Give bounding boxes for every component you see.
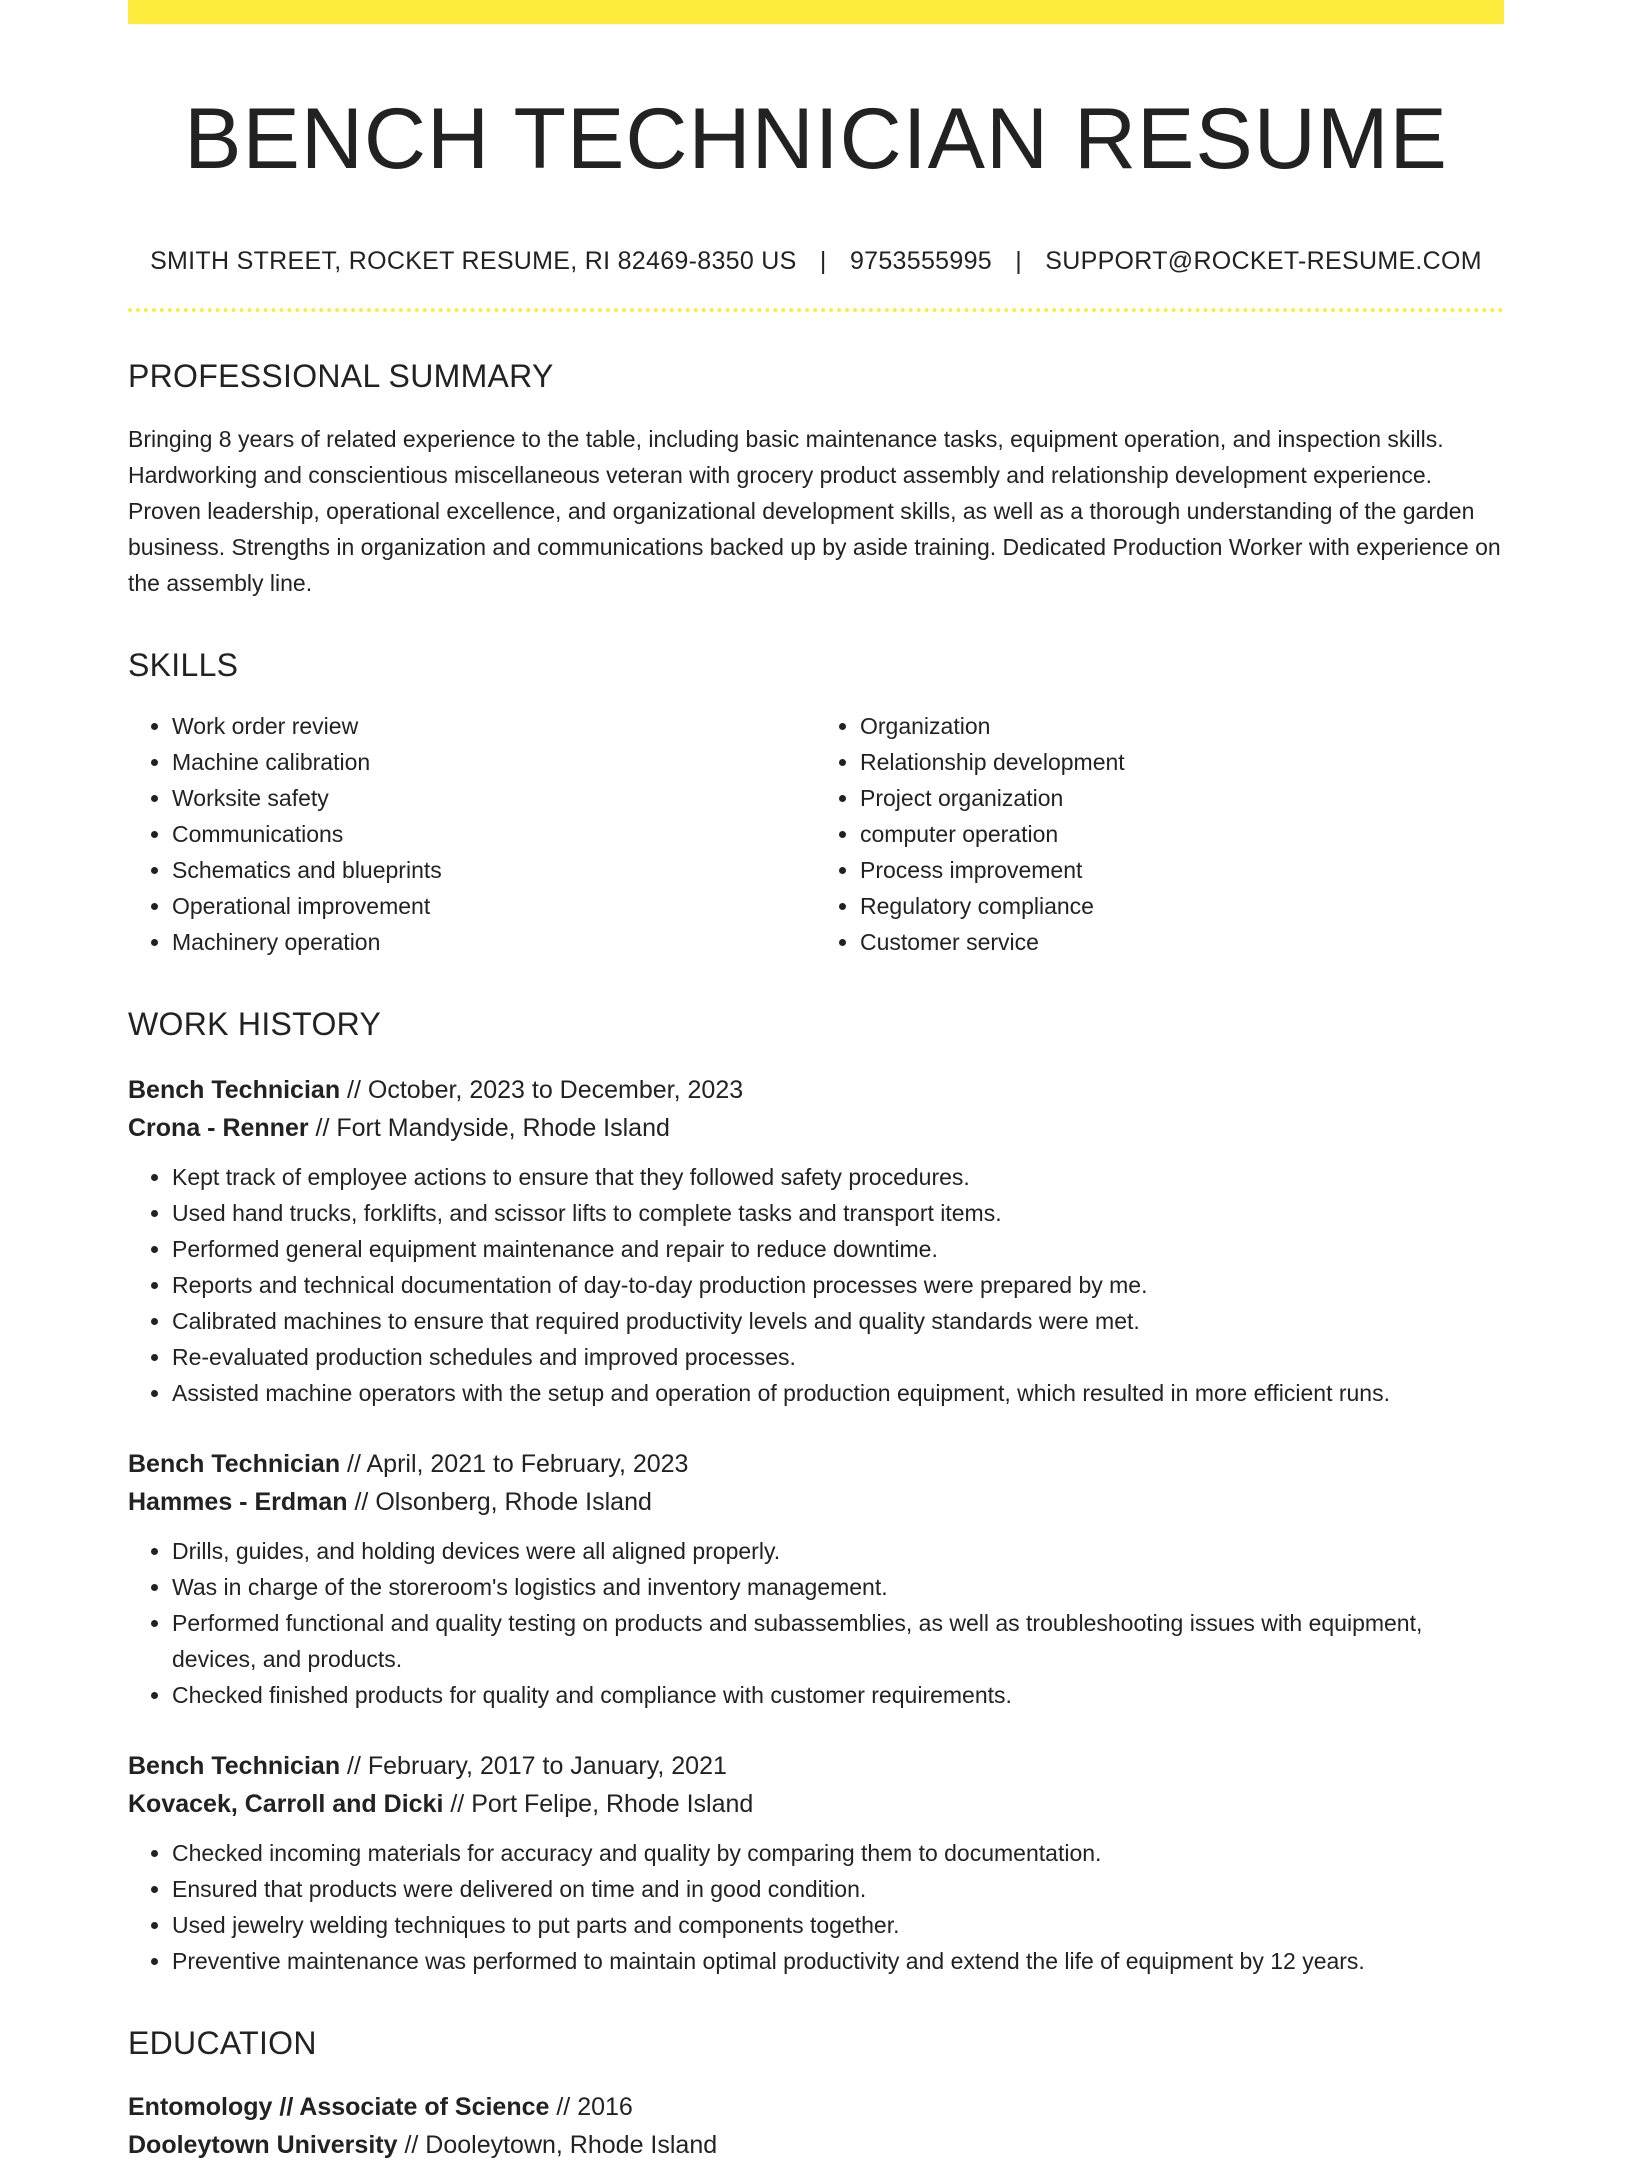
education-entry — [128, 2088, 1504, 2164]
resume-title: BENCH TECHNICIAN RESUME — [184, 91, 1448, 187]
skill-item: • Process improvement — [860, 852, 1504, 888]
job-bullet: • Checked finished products for quality and compliance with customer requirements. — [172, 1677, 1504, 1713]
skills-left-column — [128, 708, 816, 960]
job-title: Bench Technician — [128, 1076, 341, 1105]
skills-right-column — [816, 708, 1504, 960]
job-dates: // February, 2017 to January, 2021 — [340, 1752, 727, 1781]
job-entry — [128, 1747, 1504, 1979]
job-dates: // April, 2021 to February, 2023 — [340, 1450, 689, 1479]
job-bullet: • Reports and technical documentation of day-to-day production processes were prepared by me. — [172, 1267, 1504, 1303]
degree: Entomology // Associate of Science — [128, 2093, 550, 2122]
job-bullet: • Performed general equipment maintenance and repair to reduce downtime. — [172, 1231, 1504, 1267]
company-name: Kovacek, Carroll and Dicki — [128, 1790, 444, 1819]
education-heading: EDUCATION — [128, 2025, 317, 2062]
skill-item: • computer operation — [860, 816, 1504, 852]
job-bullet: • Performed functional and quality testing on products and subassemblies, as well as troubleshooting issues with equipment, devices, and products. — [172, 1605, 1504, 1677]
job-bullet: • Preventive maintenance was performed to maintain optimal productivity and extend the life of equipment by 12 years. — [172, 1943, 1504, 1979]
job-bullet: • Ensured that products were delivered on time and in good condition. — [172, 1871, 1504, 1907]
skill-item: • Machinery operation — [172, 924, 816, 960]
job-title: Bench Technician — [128, 1450, 341, 1479]
job-bullets — [128, 1159, 1504, 1411]
job-bullet: • Was in charge of the storeroom's logistics and inventory management. — [172, 1569, 1504, 1605]
skill-item: • Project organization — [860, 780, 1504, 816]
graduation-year: // 2016 — [549, 2093, 633, 2122]
job-location: // Fort Mandyside, Rhode Island — [308, 1114, 670, 1143]
summary-heading: PROFESSIONAL SUMMARY — [128, 358, 554, 395]
phone: 9753555995 — [849, 247, 992, 276]
company-name: Crona - Renner — [128, 1114, 309, 1143]
skills-list — [128, 708, 1504, 960]
job-title: Bench Technician — [128, 1752, 341, 1781]
skill-item: • Organization — [860, 708, 1504, 744]
job-bullets — [128, 1533, 1504, 1713]
separator: | — [1015, 247, 1023, 276]
job-bullets — [128, 1835, 1504, 1979]
job-header — [128, 1747, 1504, 1823]
address: SMITH STREET, ROCKET RESUME, RI 82469-8350 US — [150, 247, 797, 276]
job-location: // Olsonberg, Rhode Island — [347, 1488, 652, 1517]
job-bullet: • Checked incoming materials for accuracy and quality by comparing them to documentation. — [172, 1835, 1504, 1871]
job-header — [128, 1071, 1504, 1147]
job-bullet: • Used hand trucks, forklifts, and scissor lifts to complete tasks and transport items. — [172, 1195, 1504, 1231]
job-bullet: • Calibrated machines to ensure that required productivity levels and quality standards were met. — [172, 1303, 1504, 1339]
contact-line — [128, 247, 1504, 276]
company-name: Hammes - Erdman — [128, 1488, 348, 1517]
job-location: // Port Felipe, Rhode Island — [443, 1790, 754, 1819]
accent-bar — [128, 0, 1504, 24]
job-header — [128, 1445, 1504, 1521]
work-history-heading: WORK HISTORY — [128, 1006, 382, 1043]
resume-page — [128, 0, 1504, 2164]
skill-item: • Worksite safety — [172, 780, 816, 816]
school-name: Dooleytown University — [128, 2131, 398, 2160]
job-bullet: • Re-evaluated production schedules and improved processes. — [172, 1339, 1504, 1375]
skill-item: • Relationship development — [860, 744, 1504, 780]
job-bullet: • Drills, guides, and holding devices were all aligned properly. — [172, 1533, 1504, 1569]
job-dates: // October, 2023 to December, 2023 — [340, 1076, 744, 1105]
separator: | — [819, 247, 827, 276]
job-entry — [128, 1445, 1504, 1713]
skill-item: • Machine calibration — [172, 744, 816, 780]
skill-item: • Communications — [172, 816, 816, 852]
job-bullet: • Used jewelry welding techniques to put parts and components together. — [172, 1907, 1504, 1943]
skill-item: • Schematics and blueprints — [172, 852, 816, 888]
skills-heading: SKILLS — [128, 647, 239, 684]
skill-item: • Work order review — [172, 708, 816, 744]
job-entry — [128, 1071, 1504, 1411]
skill-item: • Customer service — [860, 924, 1504, 960]
job-bullet: • Kept track of employee actions to ensure that they followed safety procedures. — [172, 1159, 1504, 1195]
email: SUPPORT@ROCKET-RESUME.COM — [1045, 247, 1482, 276]
dotted-divider — [128, 308, 1504, 312]
summary-text: Bringing 8 years of related experience to the table, including basic maintenance tasks, equipment operation, and inspection skills. Hardworking and conscientious miscellaneous veteran with grocery product assembly and relationship development experience. Proven leadership, operational excellence, and organizational development skills, as well as a thorough understanding of the garden business. Strengths in organization and communications backed up by aside training. Dedicated Production Worker with experience on the assembly line. — [128, 426, 1501, 597]
skill-item: • Regulatory compliance — [860, 888, 1504, 924]
school-location: // Dooleytown, Rhode Island — [397, 2131, 718, 2160]
job-bullet: • Assisted machine operators with the setup and operation of production equipment, which resulted in more efficient runs. — [172, 1375, 1504, 1411]
skill-item: • Operational improvement — [172, 888, 816, 924]
